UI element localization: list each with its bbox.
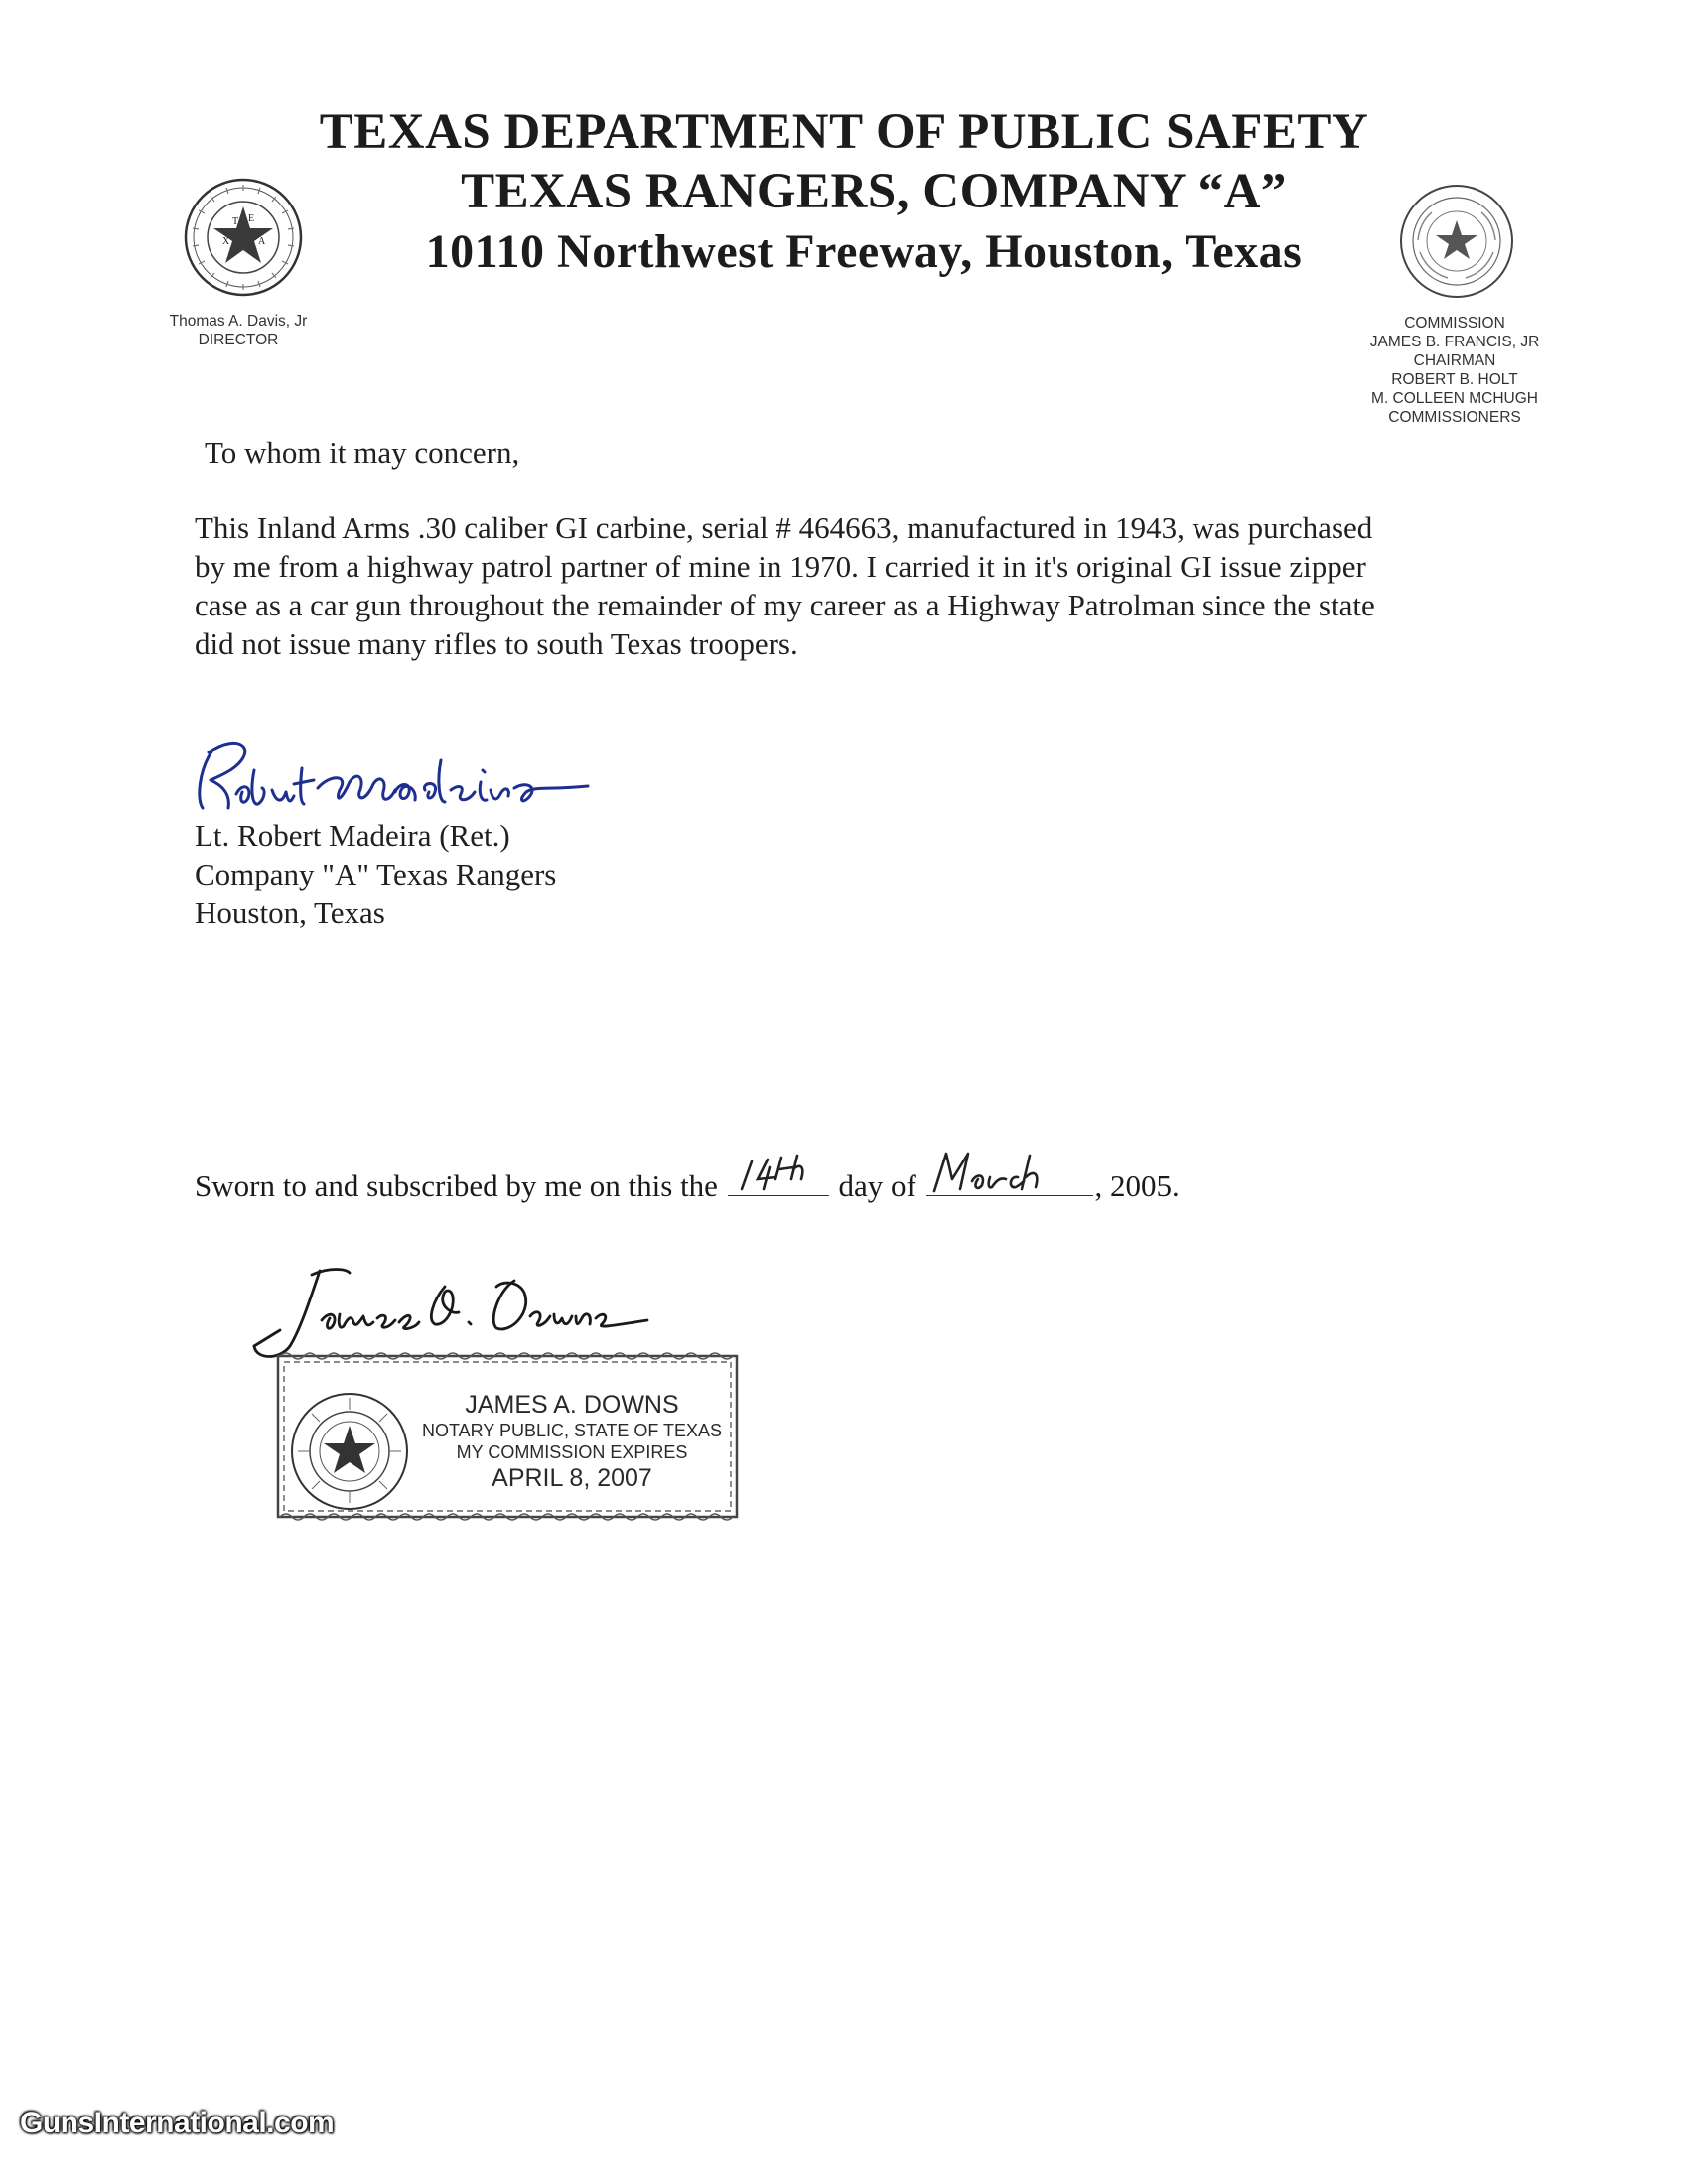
seal-letter-s: S — [240, 254, 246, 265]
handwritten-day-icon — [728, 1144, 829, 1193]
paragraph-line: This Inland Arms .30 caliber GI carbine, serial # 464663, manufactured in 1943, was purchased — [195, 510, 1373, 545]
commission-member-1: ROBERT B. HOLT — [1391, 371, 1518, 388]
handwritten-month-icon — [926, 1144, 1093, 1193]
letterhead-address: 10110 Northwest Freeway, Houston, Texas — [425, 225, 1303, 278]
letter-paragraph — [195, 508, 1505, 663]
commission-members-title: COMMISSIONERS — [1388, 409, 1521, 426]
state-of-texas-seal-icon — [1398, 183, 1515, 300]
signer-unit: Company "A" Texas Rangers — [195, 857, 557, 891]
notary-seal-icon — [288, 1390, 411, 1513]
sworn-suffix: , 2005. — [1094, 1168, 1180, 1203]
seal-letter-a: A — [258, 236, 266, 247]
commission-chairman-title: CHAIRMAN — [1413, 352, 1496, 369]
salutation: To whom it may concern, — [205, 435, 520, 470]
watermark-logo: GunsInternational.com — [20, 2107, 335, 2139]
commission-heading: COMMISSION — [1404, 315, 1505, 332]
sworn-middle: day of — [838, 1168, 916, 1203]
seal-letter-t: T — [232, 216, 239, 227]
letterhead-title: TEXAS DEPARTMENT OF PUBLIC SAFETY — [319, 104, 1369, 160]
day-blank — [728, 1161, 829, 1196]
notary-commission-label: MY COMMISSION EXPIRES — [456, 1442, 688, 1462]
letterhead-subtitle: TEXAS RANGERS, COMPANY “A” — [461, 164, 1287, 219]
director-block — [149, 312, 328, 349]
sworn-prefix: Sworn to and subscribed by me on this the — [195, 1168, 718, 1203]
commission-block — [1340, 314, 1569, 427]
director-title: DIRECTOR — [198, 332, 279, 348]
notary-stamp-text — [413, 1390, 731, 1493]
signer-name: Lt. Robert Madeira (Ret.) — [195, 818, 510, 853]
seal-letter-x: X — [222, 236, 230, 247]
paragraph-line: by me from a highway patrol partner of mine in 1970. I carried it in it's original GI issue zipper — [195, 549, 1366, 584]
seal-letter-e: E — [248, 213, 255, 224]
month-blank — [926, 1161, 1093, 1196]
paragraph-line: case as a car gun throughout the remainder of my career as a Highway Patrolman since the state — [195, 588, 1375, 622]
commission-chairman-name: JAMES B. FRANCIS, JR — [1369, 334, 1540, 350]
dps-seal-icon — [183, 177, 304, 298]
paragraph-line: did not issue many rifles to south Texas troopers. — [195, 626, 798, 661]
director-name: Thomas A. Davis, Jr — [169, 313, 308, 330]
madeira-signature-icon — [191, 731, 608, 820]
sworn-statement — [195, 1161, 1180, 1206]
signer-location: Houston, Texas — [195, 895, 385, 930]
notary-expiry-date: APRIL 8, 2007 — [492, 1464, 652, 1492]
signature-block — [195, 816, 556, 932]
notary-name: JAMES A. DOWNS — [465, 1391, 679, 1419]
commission-member-2: M. COLLEEN MCHUGH — [1371, 390, 1538, 407]
notary-title: NOTARY PUBLIC, STATE OF TEXAS — [421, 1421, 723, 1440]
